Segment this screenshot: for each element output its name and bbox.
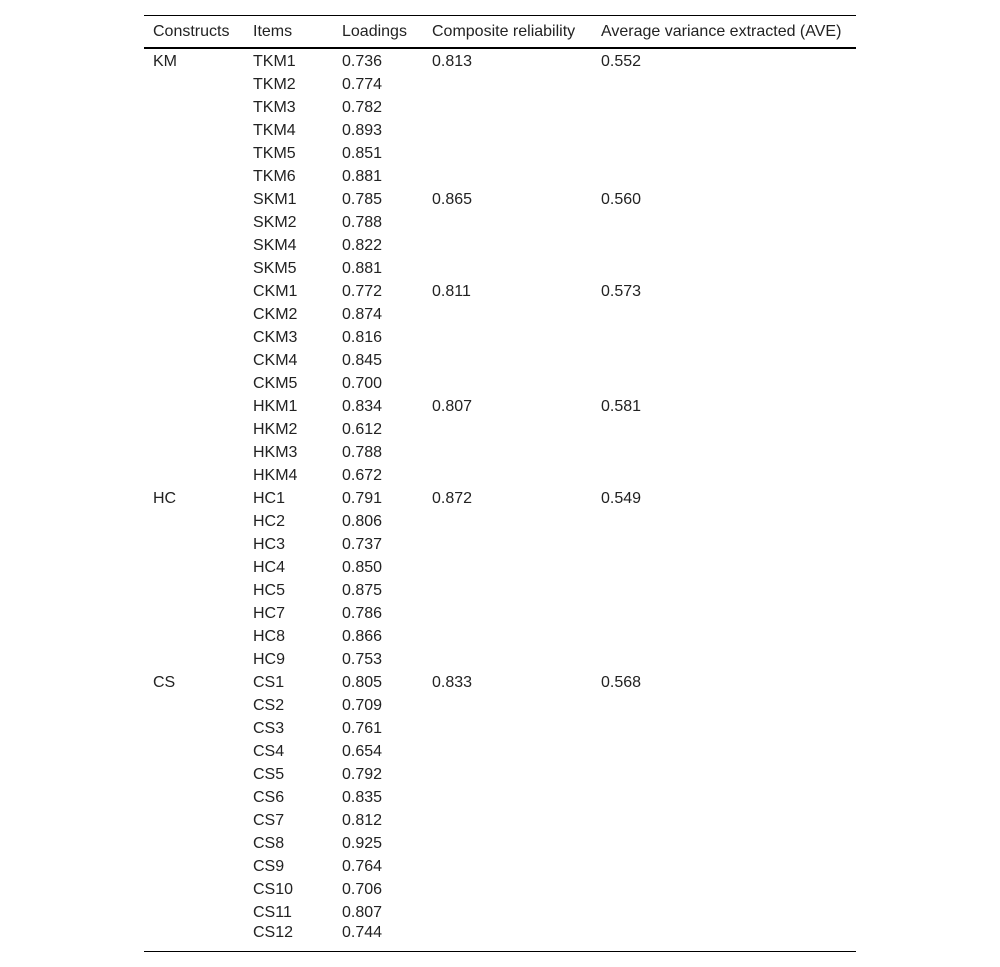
construct-cell (144, 901, 244, 924)
construct-cell (144, 602, 244, 625)
loading-cell: 0.672 (342, 466, 383, 484)
composite-reliability-cell (423, 165, 592, 188)
ave-cell (592, 96, 856, 119)
construct-cell (144, 372, 244, 395)
table-row (144, 510, 856, 533)
item-cell: HC3 (253, 535, 286, 553)
ave-cell (592, 418, 856, 441)
table-row (144, 579, 856, 602)
ave-cell (592, 349, 856, 372)
ave-cell: 0.581 (601, 397, 642, 415)
ave-cell (592, 878, 856, 901)
ave-cell: 0.560 (601, 190, 642, 208)
table-row (144, 763, 856, 786)
loading-cell: 0.881 (342, 167, 383, 185)
ave-cell: 0.552 (601, 52, 642, 70)
composite-reliability-cell (423, 464, 592, 487)
loading-cell: 0.782 (342, 98, 383, 116)
item-cell: TKM2 (253, 75, 296, 93)
construct-cell (144, 280, 244, 303)
construct-cell (144, 786, 244, 809)
composite-reliability-cell (423, 418, 592, 441)
item-cell: HKM3 (253, 443, 298, 461)
composite-reliability-cell (423, 855, 592, 878)
composite-reliability-cell (423, 924, 592, 952)
table-row (144, 924, 856, 952)
table-row (144, 878, 856, 901)
table-body (144, 48, 856, 952)
table-row (144, 625, 856, 648)
composite-reliability-cell: 0.813 (432, 52, 473, 70)
composite-reliability-cell (423, 901, 592, 924)
loading-cell: 0.709 (342, 696, 383, 714)
loading-cell: 0.772 (342, 282, 383, 300)
loading-cell: 0.785 (342, 190, 383, 208)
header-row (144, 16, 856, 49)
loading-cell: 0.834 (342, 397, 383, 415)
table-row (144, 96, 856, 119)
item-cell: HC7 (253, 604, 286, 622)
table-row (144, 234, 856, 257)
item-cell: CS7 (253, 811, 285, 829)
ave-cell (592, 832, 856, 855)
loading-cell: 0.764 (342, 857, 383, 875)
table-row (144, 326, 856, 349)
loading-cell: 0.807 (342, 903, 383, 921)
loading-cell: 0.812 (342, 811, 383, 829)
item-cell: HC1 (253, 489, 286, 507)
header-ave: Average variance extracted (AVE) (601, 22, 842, 40)
construct-cell (144, 648, 244, 671)
loading-cell: 0.805 (342, 673, 383, 691)
ave-cell (592, 165, 856, 188)
item-cell: CKM2 (253, 305, 298, 323)
ave-cell (592, 809, 856, 832)
loading-cell: 0.881 (342, 259, 383, 277)
ave-cell: 0.568 (601, 673, 642, 691)
loading-cell: 0.736 (342, 52, 383, 70)
item-cell: TKM1 (253, 52, 296, 70)
item-cell: HC8 (253, 627, 286, 645)
composite-reliability-cell (423, 142, 592, 165)
composite-reliability-cell (423, 602, 592, 625)
loading-cell: 0.866 (342, 627, 383, 645)
ave-cell (592, 211, 856, 234)
construct-cell (144, 349, 244, 372)
construct-cell (144, 878, 244, 901)
composite-reliability-cell (423, 119, 592, 142)
composite-reliability-cell (423, 832, 592, 855)
construct-cell (144, 694, 244, 717)
loading-cell: 0.792 (342, 765, 383, 783)
loading-cell: 0.737 (342, 535, 383, 553)
header-constructs: Constructs (153, 22, 230, 40)
item-cell: SKM2 (253, 213, 297, 231)
ave-cell (592, 533, 856, 556)
item-cell: SKM5 (253, 259, 297, 277)
ave-cell (592, 786, 856, 809)
construct-cell (144, 464, 244, 487)
ave-cell (592, 556, 856, 579)
construct-cell (144, 924, 244, 952)
composite-reliability-cell (423, 441, 592, 464)
header-loadings: Loadings (342, 22, 407, 40)
ave-cell (592, 372, 856, 395)
loading-cell: 0.786 (342, 604, 383, 622)
ave-cell (592, 510, 856, 533)
item-cell: TKM4 (253, 121, 296, 139)
table-row (144, 671, 856, 694)
ave-cell (592, 740, 856, 763)
construct-cell (144, 73, 244, 96)
item-cell: CS11 (253, 903, 292, 921)
composite-reliability-cell (423, 257, 592, 280)
composite-reliability-cell (423, 372, 592, 395)
item-cell: CS12 (253, 924, 294, 941)
table-row (144, 188, 856, 211)
loading-cell: 0.875 (342, 581, 383, 599)
construct-cell: HC (153, 489, 177, 507)
construct-cell (144, 234, 244, 257)
item-cell: CKM1 (253, 282, 298, 300)
item-cell: CS6 (253, 788, 285, 806)
loading-cell: 0.893 (342, 121, 383, 139)
table-row (144, 142, 856, 165)
construct-cell (144, 303, 244, 326)
composite-reliability-cell (423, 694, 592, 717)
item-cell: HC2 (253, 512, 286, 530)
table-row (144, 211, 856, 234)
loading-cell: 0.791 (342, 489, 383, 507)
ave-cell (592, 119, 856, 142)
construct-cell (144, 579, 244, 602)
construct-cell (144, 188, 244, 211)
construct-cell (144, 717, 244, 740)
composite-reliability-cell (423, 786, 592, 809)
loading-cell: 0.788 (342, 443, 383, 461)
loading-cell: 0.753 (342, 650, 383, 668)
composite-reliability-cell (423, 211, 592, 234)
ave-cell (592, 142, 856, 165)
composite-reliability-cell (423, 763, 592, 786)
construct-cell (144, 119, 244, 142)
construct-cell (144, 740, 244, 763)
construct-cell (144, 510, 244, 533)
item-cell: TKM5 (253, 144, 296, 162)
table-row (144, 73, 856, 96)
item-cell: HKM4 (253, 466, 298, 484)
construct-cell (144, 809, 244, 832)
ave-cell (592, 717, 856, 740)
table-row (144, 786, 856, 809)
loading-cell: 0.822 (342, 236, 383, 254)
ave-cell (592, 73, 856, 96)
item-cell: HC5 (253, 581, 286, 599)
table-row (144, 280, 856, 303)
loading-cell: 0.835 (342, 788, 383, 806)
table-row (144, 556, 856, 579)
construct-cell (144, 533, 244, 556)
composite-reliability-cell (423, 96, 592, 119)
ave-cell (592, 464, 856, 487)
loading-cell: 0.845 (342, 351, 383, 369)
item-cell: CS3 (253, 719, 285, 737)
table-row (144, 48, 856, 73)
construct-cell (144, 257, 244, 280)
loading-cell: 0.654 (342, 742, 383, 760)
table-header (144, 16, 856, 49)
reliability-table-container (144, 15, 856, 952)
construct-cell: CS (153, 673, 176, 691)
loading-cell: 0.761 (342, 719, 383, 737)
construct-cell: KM (153, 52, 177, 70)
loading-cell: 0.850 (342, 558, 383, 576)
table-row (144, 694, 856, 717)
composite-reliability-cell (423, 625, 592, 648)
table-row (144, 418, 856, 441)
composite-reliability-cell: 0.872 (432, 489, 473, 507)
composite-reliability-cell: 0.807 (432, 397, 473, 415)
composite-reliability-cell (423, 717, 592, 740)
item-cell: TKM3 (253, 98, 296, 116)
table-row (144, 464, 856, 487)
table-row (144, 832, 856, 855)
item-cell: SKM4 (253, 236, 297, 254)
ave-cell (592, 257, 856, 280)
header-composite-reliability: Composite reliability (432, 22, 576, 40)
composite-reliability-cell (423, 533, 592, 556)
composite-reliability-cell (423, 740, 592, 763)
item-cell: SKM1 (253, 190, 297, 208)
loading-cell: 0.744 (342, 924, 383, 941)
item-cell: CKM4 (253, 351, 298, 369)
composite-reliability-cell (423, 648, 592, 671)
item-cell: CS5 (253, 765, 285, 783)
composite-reliability-cell: 0.833 (432, 673, 473, 691)
table-row (144, 395, 856, 418)
composite-reliability-cell (423, 73, 592, 96)
loading-cell: 0.774 (342, 75, 383, 93)
ave-cell (592, 924, 856, 952)
table-row (144, 740, 856, 763)
item-cell: HC4 (253, 558, 286, 576)
table-row (144, 441, 856, 464)
composite-reliability-cell (423, 234, 592, 257)
ave-cell: 0.549 (601, 489, 642, 507)
ave-cell (592, 234, 856, 257)
construct-cell (144, 211, 244, 234)
item-cell: CS1 (253, 673, 285, 691)
composite-reliability-cell (423, 349, 592, 372)
construct-cell (144, 418, 244, 441)
table-row (144, 165, 856, 188)
loading-cell: 0.816 (342, 328, 383, 346)
table-row (144, 119, 856, 142)
item-cell: CS2 (253, 696, 285, 714)
header-items: Items (253, 22, 293, 40)
table-row (144, 303, 856, 326)
ave-cell (592, 648, 856, 671)
composite-reliability-cell (423, 303, 592, 326)
construct-cell (144, 395, 244, 418)
table-row (144, 372, 856, 395)
loading-cell: 0.788 (342, 213, 383, 231)
loading-cell: 0.706 (342, 880, 383, 898)
table-row (144, 809, 856, 832)
item-cell: CS4 (253, 742, 285, 760)
loading-cell: 0.612 (342, 420, 383, 438)
loading-cell: 0.874 (342, 305, 383, 323)
item-cell: CKM3 (253, 328, 298, 346)
composite-reliability-cell (423, 510, 592, 533)
item-cell: CS10 (253, 880, 294, 898)
table-row (144, 855, 856, 878)
construct-cell (144, 165, 244, 188)
construct-cell (144, 855, 244, 878)
table-row (144, 533, 856, 556)
table-row (144, 648, 856, 671)
table-row (144, 349, 856, 372)
composite-reliability-cell (423, 326, 592, 349)
loading-cell: 0.700 (342, 374, 383, 392)
construct-cell (144, 832, 244, 855)
loading-cell: 0.806 (342, 512, 383, 530)
item-cell: CS8 (253, 834, 285, 852)
item-cell: TKM6 (253, 167, 296, 185)
table-row (144, 901, 856, 924)
table-row (144, 257, 856, 280)
table-row (144, 717, 856, 740)
construct-cell (144, 96, 244, 119)
loading-cell: 0.925 (342, 834, 383, 852)
reliability-validity-table (144, 15, 856, 952)
composite-reliability-cell: 0.865 (432, 190, 473, 208)
composite-reliability-cell (423, 556, 592, 579)
construct-cell (144, 142, 244, 165)
construct-cell (144, 556, 244, 579)
table-row (144, 602, 856, 625)
ave-cell (592, 303, 856, 326)
construct-cell (144, 763, 244, 786)
ave-cell (592, 326, 856, 349)
item-cell: HC9 (253, 650, 286, 668)
ave-cell (592, 901, 856, 924)
construct-cell (144, 326, 244, 349)
composite-reliability-cell: 0.811 (432, 282, 471, 300)
item-cell: HKM1 (253, 397, 298, 415)
item-cell: HKM2 (253, 420, 298, 438)
composite-reliability-cell (423, 579, 592, 602)
ave-cell: 0.573 (601, 282, 642, 300)
ave-cell (592, 855, 856, 878)
item-cell: CKM5 (253, 374, 298, 392)
ave-cell (592, 602, 856, 625)
ave-cell (592, 694, 856, 717)
ave-cell (592, 625, 856, 648)
construct-cell (144, 441, 244, 464)
composite-reliability-cell (423, 878, 592, 901)
construct-cell (144, 625, 244, 648)
ave-cell (592, 579, 856, 602)
item-cell: CS9 (253, 857, 285, 875)
loading-cell: 0.851 (342, 144, 383, 162)
ave-cell (592, 763, 856, 786)
table-row (144, 487, 856, 510)
ave-cell (592, 441, 856, 464)
composite-reliability-cell (423, 809, 592, 832)
